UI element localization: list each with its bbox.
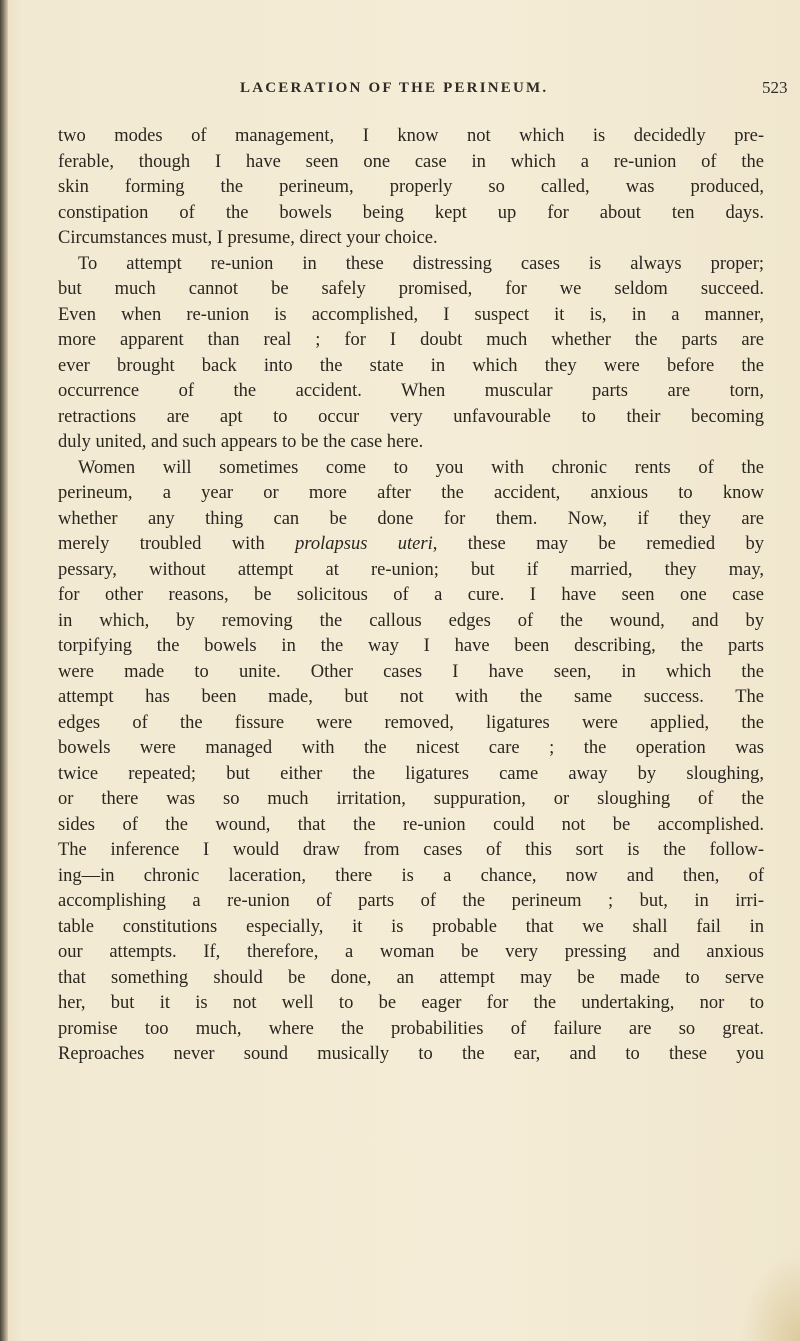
text-line: ferable, though I have seen one case in which a re-union of the — [58, 151, 764, 172]
text-line: table constitutions especially, it is probable that we shall fail in — [58, 916, 764, 937]
binding-edge — [0, 0, 8, 1341]
text-line: were made to unite. Other cases I have seen, in which the — [58, 661, 764, 682]
text-line: or there was so much irritation, suppuration, or sloughing of the — [58, 789, 764, 809]
text-line: duly united, and such appears to be the case here. — [58, 432, 424, 452]
text-line: but much cannot be safely promised, for we seldom succeed. — [58, 279, 764, 299]
page-number: 523 — [762, 78, 788, 97]
text-line: her, but it is not well to be eager for the undertaking, nor to — [58, 993, 764, 1013]
text-line: Reproaches never sound musically to the ear, and to these you — [58, 1044, 764, 1064]
text-line: constipation of the bowels being kept up for about ten days. — [58, 202, 764, 223]
text-line: promise too much, where the probabilities of failure are so great. — [58, 1018, 764, 1039]
text-line: two modes of management, I know not which is decidedly pre- — [58, 126, 764, 146]
text-line: attempt has been made, but not with the same success. The — [58, 687, 764, 707]
text-line: occurrence of the accident. When muscular parts are torn, — [58, 381, 764, 401]
text-line: ever brought back into the state in which they were before the — [58, 355, 764, 376]
text-line: skin forming the perineum, properly so called, was produced, — [58, 177, 764, 197]
running-title: LACERATION OF THE PERINEUM. — [240, 80, 549, 96]
corner-stain — [740, 1251, 800, 1341]
text-line: torpifying the bowels in the way I have been describing, the parts — [58, 636, 764, 656]
text-line: Circumstances must, I presume, direct your choice. — [58, 228, 438, 248]
text-line: retractions are apt to occur very unfavourable to their becoming — [58, 406, 764, 427]
text-line: edges of the fissure were removed, ligatures were applied, the — [58, 712, 764, 733]
text-line: merely troubled with prolapsus uteri, these may be remedied by — [58, 534, 764, 554]
text-line: The inference I would draw from cases of this sort is the follow- — [58, 840, 764, 860]
text-line: more apparent than real ; for I doubt much whether the parts are — [58, 330, 764, 350]
text-line: pessary, without attempt at re-union; but if married, they may, — [58, 559, 764, 580]
body-text — [58, 124, 764, 1068]
text-line: ing—in chronic laceration, there is a chance, now and then, of — [58, 865, 764, 886]
text-line: twice repeated; but either the ligatures came away by sloughing, — [58, 763, 764, 784]
text-line: Women will sometimes come to you with chronic rents of the — [78, 457, 764, 478]
text-line: Even when re-union is accomplished, I suspect it is, in a manner, — [58, 304, 764, 325]
text-line: accomplishing a re-union of parts of the perineum ; but, in irri- — [58, 891, 764, 911]
text-line: bowels were managed with the nicest care ; the operation was — [58, 738, 764, 758]
latin-term: prolapsus uteri — [295, 534, 433, 554]
text-line: our attempts. If, therefore, a woman be very pressing and anxious — [58, 942, 764, 962]
text-line: in which, by removing the callous edges of the wound, and by — [58, 610, 764, 631]
text-line: perineum, a year or more after the accident, anxious to know — [58, 483, 764, 503]
text-line: that something should be done, an attempt may be made to serve — [58, 967, 764, 988]
text-line: for other reasons, be solicitous of a cure. I have seen one case — [58, 585, 764, 605]
text-line: whether any thing can be done for them. Now, if they are — [58, 508, 764, 529]
text-line: sides of the wound, that the re-union could not be accomplished. — [58, 814, 764, 835]
text-line: To attempt re-union in these distressing cases is always proper; — [78, 253, 764, 274]
